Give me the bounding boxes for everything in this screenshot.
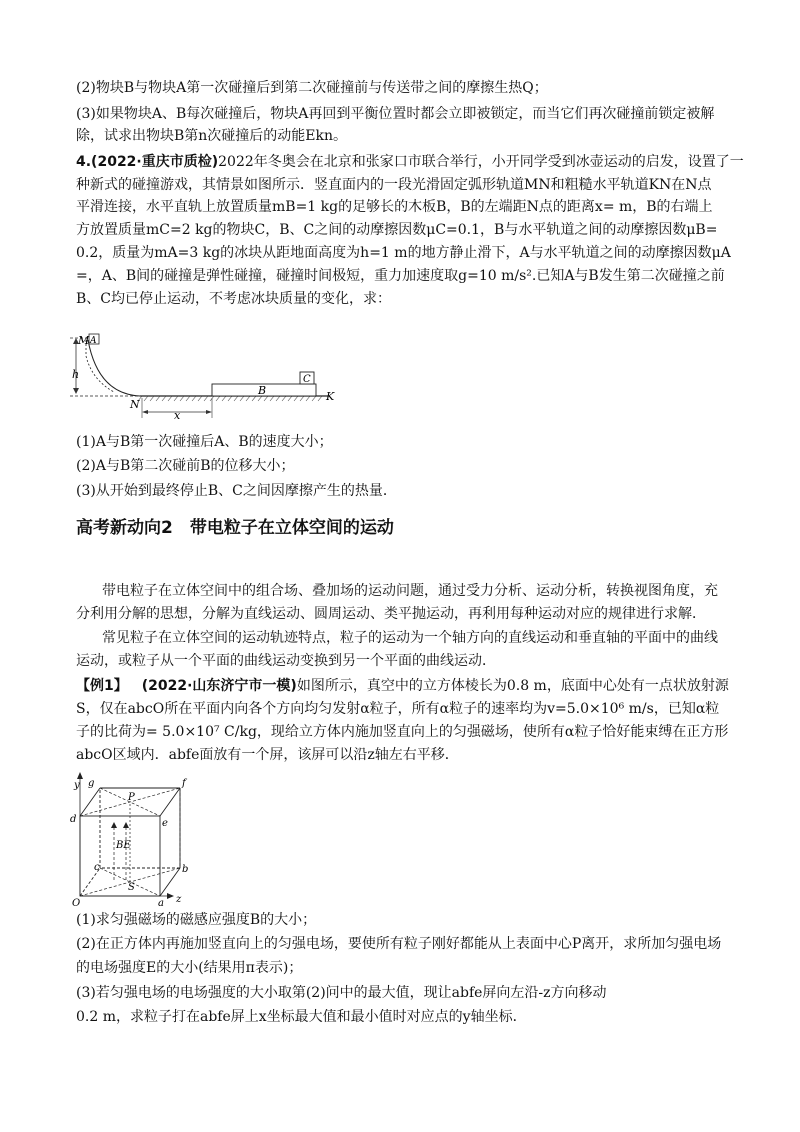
svg-text:C: C	[303, 374, 311, 385]
q4-label: 4.(2022·重庆市质检)	[76, 154, 219, 170]
svg-text:g: g	[88, 778, 95, 789]
svg-text:O: O	[72, 898, 81, 908]
label-x: x	[174, 409, 181, 422]
ex1-line3: 子的比荷为= 5.0×10⁷ C/kg，现给立方体内施加竖直向上的匀强磁场，使所有α粒子恰好能束缚在正方形	[76, 724, 729, 740]
svg-text:c: c	[94, 862, 100, 873]
q2-part3-line1: (3)如果物块A、B每次碰撞后，物块A再回到平衡位置时都会立即被锁定，而当它们再次碰撞前锁定被解	[76, 106, 715, 122]
svg-text:y: y	[74, 780, 80, 791]
ex1-tag: 【例1】	[76, 678, 128, 694]
q4-part2: (2)A与B第二次碰前B的位移大小；	[76, 458, 295, 474]
svg-text:z: z	[176, 894, 182, 905]
cube-figure	[66, 768, 196, 908]
q4-line1: 4.(2022·重庆市质检)2022年冬奥会在北京和张家口市联合举行，小开同学受到冰壶运动的启发，设置了一	[76, 154, 744, 170]
q4-line5: 0.2，质量为mA=3 kg的冰块从距地面高度为h=1 m的地方静止滑下，A与水平轨道之间的动摩擦因数μA	[76, 245, 731, 261]
intro-line2: 分利用分解的思想，分解为直线运动、圆周运动、类平抛运动，再利用每种运动对应的规律进行求解．	[76, 606, 706, 622]
intro-line3: 常见粒子在立体空间的运动轨迹特点，粒子的运动为一个轴方向的直线运动和垂直轴的平面中的曲线	[102, 630, 718, 646]
ex1-part2-line1: (2)在正方体内再施加竖直向上的匀强电场，要使所有粒子刚好都能从上表面中心P离开，求所加匀强电场	[76, 936, 722, 952]
label-h: h	[72, 368, 80, 381]
svg-text:A: A	[90, 336, 97, 346]
ex1-part2-line2: 的电场强度E的大小(结果用π表示)；	[76, 960, 303, 976]
intro-line1: 带电粒子在立体空间中的组合场、叠加场的运动问题，通过受力分析、运动分析，转换视图角度，充	[102, 583, 718, 599]
svg-text:b: b	[182, 864, 189, 875]
q4-line6: =，A、B间的碰撞是弹性碰撞，碰撞时间极短，重力加速度取g=10 m/s².已知A与B发生第二次碰撞之前	[76, 268, 725, 284]
label-k: K	[326, 390, 335, 403]
label-m: M	[78, 334, 90, 347]
ex1-line2: S，仅在abcO所在平面内向各个方向均匀发射α粒子，所有α粒子的速率均为v=5.0×10⁶ m/s，已知α粒	[76, 701, 720, 717]
ex1-part3-line2: 0.2 m，求粒子打在abfe屏上x坐标最大值和最小值时对应点的y轴坐标．	[76, 1009, 527, 1025]
q4-part3: (3)从开始到最终停止B、C之间因摩擦产生的热量．	[76, 483, 397, 499]
ex1-line1: 【例1】 (2022·山东济宁市一模)如图所示，真空中的立方体棱长为0.8 m，底面中心处有一点状放射源	[76, 678, 729, 694]
svg-text:f: f	[182, 778, 186, 789]
q4-line3: 平滑连接，水平直轨上放置质量mB=1 kg的足够长的木板B，B的左端距N点的距离x= m，B的右端上	[76, 199, 713, 215]
svg-text:P: P	[128, 792, 135, 803]
ex1-source: (2022·山东济宁市一模)	[141, 678, 297, 694]
q2-part2: (2)物块B与物块A第一次碰撞后到第二次碰撞前与传送带之间的摩擦生热Q；	[76, 80, 548, 96]
q4-figure	[70, 332, 340, 422]
svg-text:e: e	[162, 818, 168, 829]
q4-part1: (1)A与B第一次碰撞后A、B的速度大小；	[76, 434, 333, 450]
svg-text:BE: BE	[116, 840, 131, 851]
ex1-part3-line1: (3)若匀强电场的电场强度的大小取第(2)问中的最大值，现让abfe屏向左沿-z方向移动	[76, 985, 607, 1001]
q2-part3-line2: 除，试求出物块B第n次碰撞后的动能Ekn。	[76, 128, 348, 144]
svg-text:a: a	[158, 898, 164, 908]
intro-line4: 运动，或粒子从一个平面的曲线运动变换到另一个平面的曲线运动．	[76, 653, 496, 669]
q4-line4: 方放置质量mC=2 kg的物块C，B、C之间的动摩擦因数μC=0.1，B与水平轨道之间的动摩擦因数μB=	[76, 222, 718, 238]
q4-line7: B、C均已停止运动，不考虑冰块质量的变化，求：	[76, 291, 391, 307]
ex1-line4: abcO区域内．abfe面放有一个屏，该屏可以沿z轴左右平移．	[76, 747, 459, 763]
svg-text:B: B	[258, 384, 267, 397]
label-n: N	[130, 398, 140, 411]
section-title: 高考新动向2 带电粒子在立体空间的运动	[76, 518, 394, 538]
ex1-part1: (1)求匀强磁场的磁感应强度B的大小；	[76, 912, 317, 928]
q4-line2: 种新式的碰撞游戏，其情景如图所示．竖直面内的一段光滑固定弧形轨道MN和粗糙水平轨道KN在N点	[76, 177, 712, 193]
svg-text:S: S	[128, 882, 135, 893]
svg-text:d: d	[70, 814, 77, 825]
